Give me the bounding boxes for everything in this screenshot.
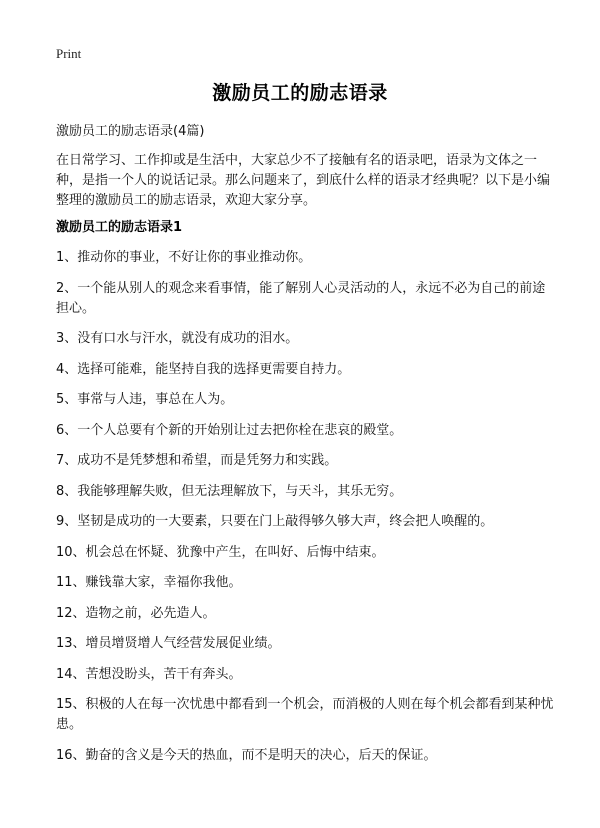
- print-link[interactable]: Print: [56, 46, 82, 61]
- list-item: 9、坚韧是成功的一大要素，只要在门上敲得够久够大声，终会把人唤醒的。: [56, 514, 494, 529]
- list-item: 7、成功不是凭梦想和希望，而是凭努力和实践。: [56, 453, 338, 468]
- list-item: 11、赚钱靠大家，幸福你我他。: [56, 575, 242, 590]
- page-title: 激励员工的励志语录: [212, 82, 388, 104]
- list-item: 4、选择可能难，能坚持自我的选择更需要自持力。: [56, 361, 351, 377]
- list-item: 6、一个人总要有个新的开始别让过去把你栓在悲哀的殿堂。: [56, 422, 403, 438]
- list-item: 2、一个能从别人的观念来看事情，能了解别人心灵活动的人，永远不必为自己的前途担心。: [56, 280, 546, 316]
- list-item: 12、造物之前，必先造人。: [56, 605, 216, 621]
- intro-paragraph: 在日常学习、工作抑或是生活中，大家总少不了接触有名的语录吧，语录为文体之一种，是指一个人的说话记录。那么问题来了，到底什么样的语录才经典呢？以下是小编整理的激励员工的励志语录，欢迎大家分享。: [56, 153, 551, 208]
- list-item: 5、事常与人违，事总在人为。: [56, 392, 234, 407]
- list-item: 16、勤奋的含义是今天的热血，而不是明天的决心，后天的保证。: [56, 747, 437, 763]
- list-item: 1、推动你的事业，不好让你的事业推动你。: [56, 250, 312, 265]
- list-item: 14、苦想没盼头，苦干有奔头。: [56, 666, 242, 682]
- list-item: 10、机会总在怀疑、犹豫中产生，在叫好、后悔中结束。: [56, 544, 385, 560]
- list-item: 3、没有口水与汗水，就没有成功的泪水。: [56, 331, 299, 346]
- section-heading: 激励员工的励志语录1: [56, 220, 183, 235]
- document-subtitle: 激励员工的励志语录(4篇): [56, 124, 205, 139]
- list-item: 8、我能够理解失败，但无法理解放下，与天斗，其乐无穷。: [56, 483, 403, 499]
- list-item: 15、积极的人在每一次忧患中都看到一个机会，而消极的人则在每个机会都看到某种忧患。: [56, 697, 554, 732]
- quote-list: [56, 248, 556, 776]
- list-item: 13、增员增贤增人气经营发展促业绩。: [56, 636, 281, 651]
